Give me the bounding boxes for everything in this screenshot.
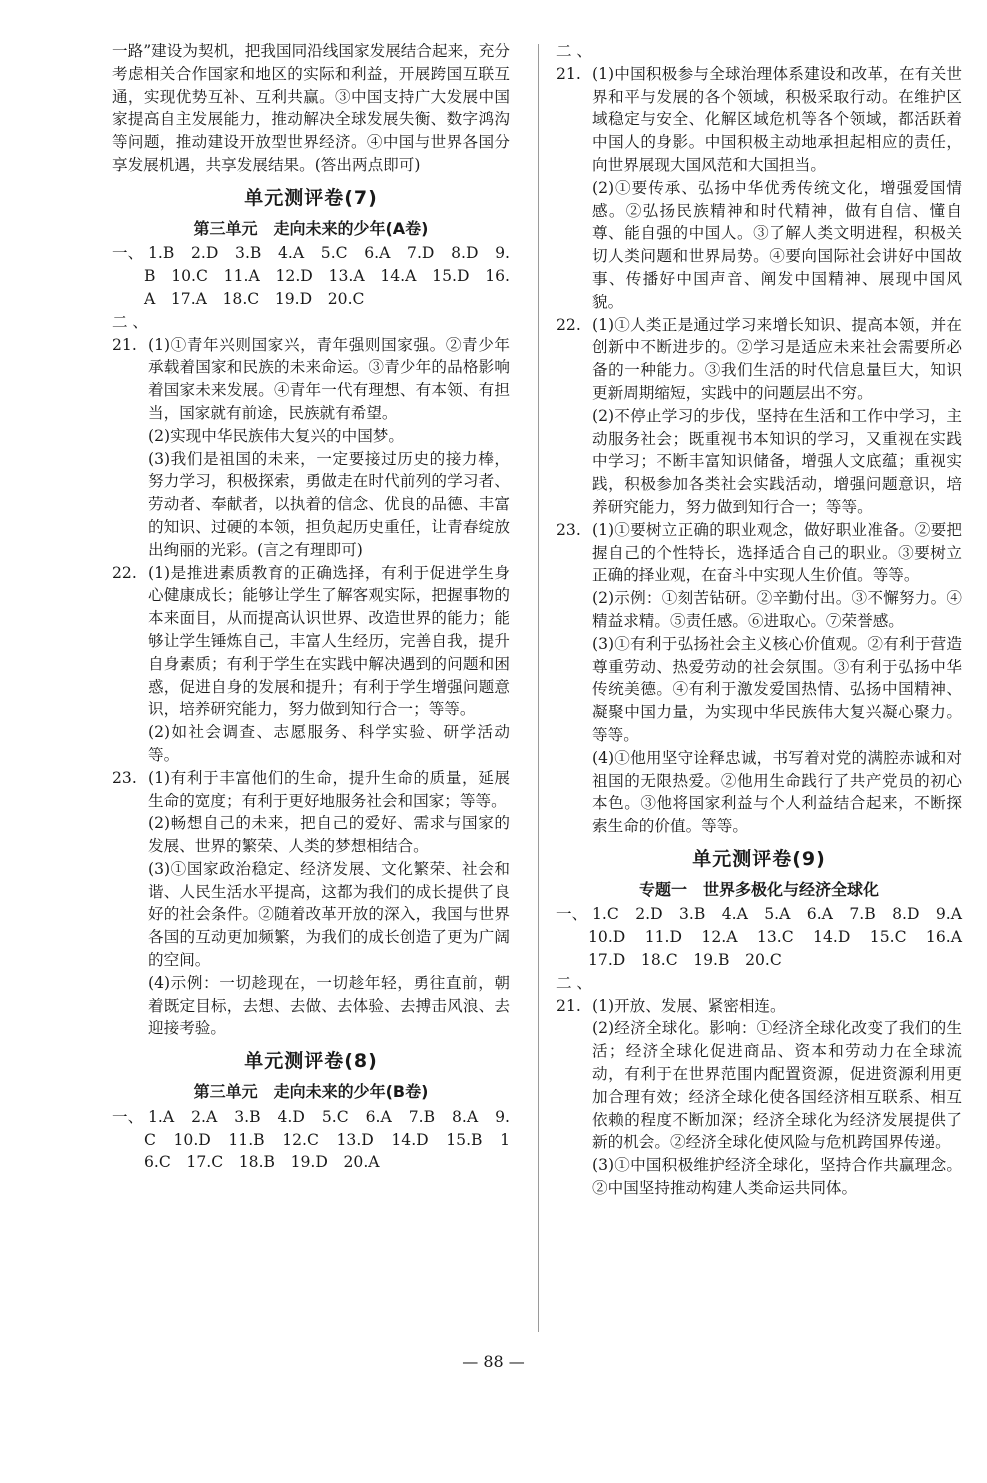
answer-subitem: (2)实现中华民族伟大复兴的中国梦。 [148, 426, 404, 445]
part-marker: 一、 [112, 1107, 144, 1126]
answer-text: (1)中国积极参与全球治理体系建设和改革，在有关世界和平与发展的各个领域，积极采取行动。在维护区域稳定与安全、化解区域危机等各个领域，都活跃着中国人的身影。中国积极主动地承担起相应的责任，向世界展现大国风范和大国担当。 [592, 64, 962, 174]
answer-subitem: (2)畅想自己的未来，把自己的爱好、需求与国家的发展、世界的繁荣、人类的梦想相结合。 [148, 814, 510, 856]
choice-answer-list: 1.C 2.D 3.B 4.A 5.A 6.A 7.B 8.D 9.A 10.D 11.D 12.A 13.C 14.D 15.C 16.A 17.D 18.C 19.B 20.C [588, 905, 978, 970]
column-divider [538, 44, 539, 1332]
answer-subitem: (3)我们是祖国的未来，一定要接过历史的接力棒，努力学习，积极探索，勇做走在时代前列的学习者、劳动者、奉献者，以执着的信念、优良的品德、丰富的知识、过硬的本领，担负起历史重任，让青春绽放出绚丽的光彩。(言之有理即可) [148, 449, 510, 559]
answer-subitem: (2)①要传承、弘扬中华优秀传统文化，增强爱国情感。②弘扬民族精神和时代精神，做有自信、懂自尊、能自强的中国人。③了解人类文明进程，积极关切人类问题和世界局势。④要向国际社会讲好中国故事、传播好中国声音、阐发中国精神、展现中国风貌。 [592, 178, 962, 311]
answer-subitem: (2)不停止学习的步伐，坚持在生活和工作中学习，主动服务社会；既重视书本知识的学习，又重视在实践中学习；不断丰富知识储备，增强人文底蕴；重视实践，积极参加各类社会实践活动，增强问题意识，培养研究能力，努力做到知行合一；等等。 [592, 406, 962, 516]
question-number: 二、21. [112, 312, 148, 354]
answer-subitem: (2)如社会调查、志愿服务、科学实验、研学活动等。 [148, 723, 510, 764]
answer-item [556, 40, 962, 177]
question-number: 22. [556, 315, 581, 334]
answer-subitem: (3)①国家政治稳定、经济发展、文化繁荣、社会和谐、人民生活水平提高，这都为我们的成长提供了良好的社会条件。②随着改革开放的深入，我国与世界各国的互动更加频繁，为我们的成长创造了更为广阔的空间。 [148, 859, 510, 970]
answer-item [112, 767, 510, 813]
answer-item [556, 972, 962, 1018]
answer-subitem: (2)示例：①刻苦钻研。②辛勤付出。③不懈努力。④精益求精。⑤责任感。⑥进取心。⑦荣誉感。 [592, 589, 962, 630]
choice-answer-list: 1.B 2.D 3.B 4.A 5.C 6.A 7.D 8.D 9.B 10.C 11.A 12.D 13.A 14.A 15.D 16.A 17.A 18.C 19.D 20.C [144, 244, 510, 308]
question-number: 23. [556, 520, 581, 539]
section-title-8: 单元测评卷(8) [244, 1050, 378, 1073]
answer-subitem: (3)①有利于弘扬社会主义核心价值观。②有利于营造尊重劳动、热爱劳动的社会氛围。③有利于弘扬中华传统美德。④有利于激发爱国热情、弘扬中国精神、凝聚中国力量，为实现中华民族伟大复兴凝心聚力。等等。 [592, 634, 962, 744]
answer-text: (1)有利于丰富他们的生命，提升生命的质量，延展生命的宽度；有利于更好地服务社会和国家；等等。 [148, 768, 510, 810]
answer-text: (1)①人类正是通过学习来增长知识、提高本领，并在创新中不断进步的。②学习是适应未来社会需要所必备的一种能力。③我们生活的时代信息量巨大，知识更新周期缩短，实践中的问题层出不穷。 [592, 315, 962, 402]
answer-item [112, 562, 510, 722]
answer-text: (1)①要树立正确的职业观念，做好职业准备。②要把握自己的个性特长，选择适合自己的职业。③要树立正确的择业观，在奋斗中实现人生价值。等等。 [592, 520, 962, 585]
answer-item [556, 314, 962, 405]
section-subtitle-9: 专题一 世界多极化与经济全球化 [638, 879, 879, 899]
answer-item [556, 519, 962, 587]
section-subtitle-7: 第三单元 走向未来的少年(A卷) [193, 218, 429, 238]
left-column [112, 40, 510, 1174]
question-number: 二、21. [556, 973, 592, 1015]
section-title-9: 单元测评卷(9) [692, 847, 826, 870]
choice-answers-9 [556, 903, 978, 971]
choice-answers-7 [112, 242, 510, 310]
answer-subitem: (3)①中国积极维护经济全球化，坚持合作共赢理念。②中国坚持推动构建人类命运共同体。 [592, 1156, 962, 1198]
part-marker: 一、 [556, 905, 588, 924]
right-column [556, 40, 978, 1200]
question-number: 23. [112, 768, 137, 787]
section-title-7: 单元测评卷(7) [244, 186, 378, 209]
question-number: 二、21. [556, 42, 592, 83]
part-marker: 一、 [112, 244, 144, 263]
page-number: — 88 — [462, 1352, 525, 1371]
answer-text: (1)开放、发展、紧密相连。 [592, 996, 786, 1015]
section-subtitle-8: 第三单元 走向未来的少年(B卷) [193, 1082, 429, 1102]
choice-answer-list: 1.A 2.A 3.B 4.D 5.C 6.A 7.B 8.A 9.C 10.D 11.B 12.C 13.D 14.D 15.B 16.C 17.C 18.B 19.D 20.A [144, 1107, 510, 1172]
answer-subitem: (4)①他用坚守诠释忠诚，书写着对党的满腔赤诚和对祖国的无限热爱。②他用生命践行了共产党员的初心本色。③他将国家利益与个人利益结合起来，不断探索生命的价值。等等。 [592, 748, 962, 836]
answer-subitem: (2)经济全球化。影响：①经济全球化改变了我们的生活；经济全球化促进商品、资本和劳动力在全球流动，有利于在世界范围内配置资源，促进资源利用更加合理有效；经济全球化使各国经济相互联系、相互依赖的程度不断加深；经济全球化为经济发展提供了新的机会。②经济全球化使风险与危机跨国界传递。 [592, 1019, 962, 1152]
answer-text: (1)是推进素质教育的正确选择，有利于促进学生身心健康成长；能够让学生了解客观实际，把握事物的本来面目，从而提高认识世界、改造世界的能力；能够让学生锤炼自己，丰富人生经历，完善自我，提升自身素质；有利于学生在实践中解决遇到的问题和困惑，促进自身的发展和提升；有利于学生增强问题意识，培养研究能力，努力做到知行合一；等等。 [148, 563, 510, 719]
continued-paragraph: 一路”建设为契机，把我国同沿线国家发展结合起来，充分考虑相关合作国家和地区的实际和利益，开展跨国互联互通，实现优势互补、互利共赢。③中国支持广大发展中国家提高自主发展能力，推动解决全球发展失衡、数字鸿沟等问题，推动建设开放型世界经济。④中国与世界各国分享发展机遇，共享发展结果。(答出两点即可) [112, 42, 510, 174]
answer-subitem: (4)示例：一切趁现在，一切趁年轻，勇往直前，朝着既定目标，去想、去做、去体验、去搏击风浪、去迎接考验。 [148, 973, 510, 1038]
answer-item [112, 311, 510, 425]
choice-answers-8 [112, 1106, 510, 1174]
answer-text: (1)①青年兴则国家兴，青年强则国家强。②青少年承载着国家和民族的未来命运。③青少年的品格影响着国家未来发展。④青年一代有理想、有本领、有担当，国家就有前途，民族就有希望。 [148, 335, 510, 422]
question-number: 22. [112, 563, 137, 582]
